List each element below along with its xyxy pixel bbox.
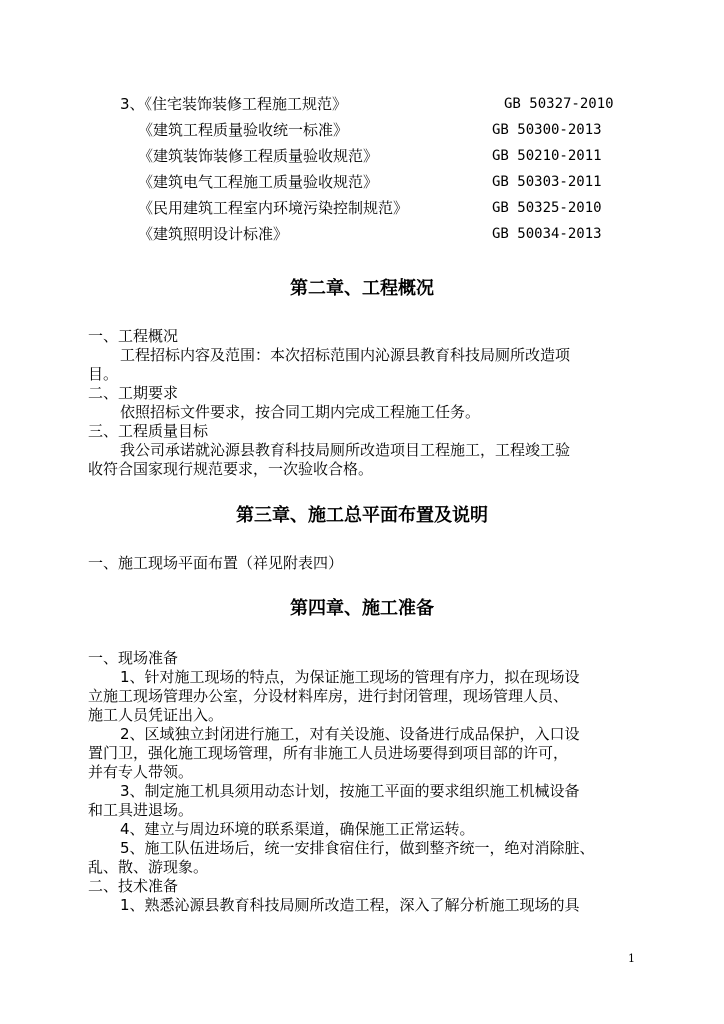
paragraph-line: 1、熟悉沁源县教育科技局厕所改造工程，深入了解分析施工现场的具 [120, 896, 580, 914]
chapter-3-title: 第三章、施工总平面布置及说明 [236, 505, 488, 526]
paragraph-line: 3、制定施工机具须用动态计划，按施工平面的要求组织施工机械设备 [120, 782, 580, 800]
standard-title: 3、《住宅装饰装修工程施工规范》 [120, 95, 348, 113]
section-heading: 二、工期要求 [88, 384, 179, 402]
paragraph-line: 乱、散、游现象。 [88, 858, 209, 876]
page-number: 1 [628, 952, 635, 965]
section-heading: 三、工程质量目标 [88, 422, 209, 440]
standard-row [138, 170, 638, 194]
standard-row [120, 92, 640, 116]
section-heading: 一、施工现场平面布置（祥见附表四） [88, 554, 344, 572]
standard-title: 《建筑电气工程施工质量验收规范》 [138, 173, 379, 191]
standard-code: GB 50303-2011 [492, 174, 602, 190]
standard-row [138, 118, 638, 142]
standard-title: 《建筑装饰装修工程质量验收规范》 [138, 147, 379, 165]
standard-code: GB 50034-2013 [492, 226, 602, 242]
paragraph-line: 依照招标文件要求，按合同工期内完成工程施工任务。 [120, 403, 481, 421]
chapter-4-title: 第四章、施工准备 [290, 598, 434, 619]
standard-row [138, 222, 638, 246]
paragraph-line: 工程招标内容及范围：本次招标范围内沁源县教育科技局厕所改造项 [120, 346, 571, 364]
paragraph-line: 并有专人带领。 [88, 763, 194, 781]
paragraph-line: 收符合国家现行规范要求，一次验收合格。 [88, 460, 374, 478]
standard-code: GB 50325-2010 [492, 200, 602, 216]
standard-title: 《建筑工程质量验收统一标准》 [138, 121, 349, 139]
standard-code: GB 50210-2011 [492, 148, 602, 164]
standard-code: GB 50327-2010 [504, 96, 614, 112]
paragraph-line: 5、施工队伍进场后，统一安排食宿住行，做到整齐统一，绝对消除脏、 [120, 839, 595, 857]
paragraph-line: 目。 [88, 365, 119, 383]
standard-title: 《建筑照明设计标准》 [138, 225, 289, 243]
chapter-2-title: 第二章、工程概况 [290, 278, 434, 299]
paragraph-line: 立施工现场管理办公室，分设材料库房，进行封闭管理，现场管理人员、 [88, 687, 569, 705]
paragraph-line: 和工具进退场。 [88, 801, 194, 819]
paragraph-line: 1、针对施工现场的特点，为保证施工现场的管理有序力，拟在现场设 [120, 668, 580, 686]
section-heading: 一、工程概况 [88, 327, 179, 345]
paragraph-line: 置门卫，强化施工现场管理，所有非施工人员进场要得到项目部的许可， [88, 744, 569, 762]
standard-title: 《民用建筑工程室内环境污染控制规范》 [138, 199, 409, 217]
paragraph-line: 2、区域独立封闭进行施工，对有关设施、设备进行成品保护，入口设 [120, 725, 580, 743]
section-heading: 二、技术准备 [88, 877, 179, 895]
standard-code: GB 50300-2013 [492, 122, 602, 138]
section-heading: 一、现场准备 [88, 649, 179, 667]
paragraph-line: 4、建立与周边环境的联系渠道，确保施工正常运转。 [120, 820, 475, 838]
paragraph-line: 我公司承诺就沁源县教育科技局厕所改造项目工程施工，工程竣工验 [120, 441, 571, 459]
paragraph-line: 施工人员凭证出入。 [88, 706, 224, 724]
standard-row [138, 196, 638, 220]
standard-row [138, 144, 638, 168]
